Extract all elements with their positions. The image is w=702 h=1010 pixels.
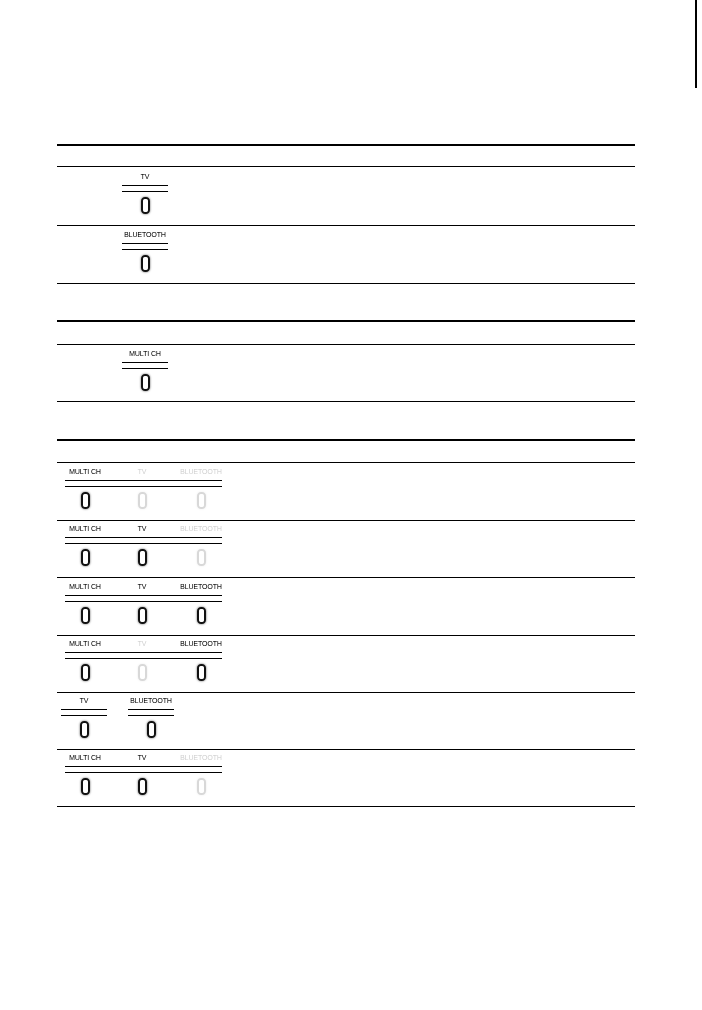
lamp-icon	[81, 549, 90, 566]
lamp-icon	[197, 492, 206, 509]
lamp-icon	[81, 492, 90, 509]
lamp-icon	[81, 778, 90, 795]
bluetooth-indicator-lamp	[141, 255, 150, 272]
table-row-rule	[57, 635, 635, 636]
table-row-rule	[57, 520, 635, 521]
lamp-icon	[81, 607, 90, 624]
lamp-icon	[197, 607, 206, 624]
bluetooth-indicator: BLUETOOTH	[178, 584, 224, 644]
multi-ch-indicator: MULTI CH	[62, 526, 108, 586]
tv-indicator: TV	[119, 755, 165, 815]
lamp-icon	[197, 778, 206, 795]
bluetooth-indicator: BLUETOOTH	[178, 469, 224, 529]
table-top-rule	[57, 320, 635, 322]
bluetooth-indicator: BLUETOOTH	[178, 526, 224, 586]
lamp-icon	[147, 721, 156, 738]
lamp-icon	[138, 549, 147, 566]
table-header-rule	[57, 166, 635, 167]
tv-indicator-lamp	[141, 197, 150, 214]
table-bottom-rule	[57, 283, 635, 284]
table-row	[122, 351, 168, 411]
table-row-rule	[57, 577, 635, 578]
table-row-rule	[57, 692, 635, 693]
lamp-icon	[138, 607, 147, 624]
lamp-icon	[138, 778, 147, 795]
tv-indicator: TV	[119, 469, 165, 529]
multi-ch-indicator: MULTI CH	[62, 584, 108, 644]
tv-indicator: TV	[119, 584, 165, 644]
table-bottom-rule	[57, 401, 635, 402]
bluetooth-indicator: BLUETOOTH	[178, 755, 224, 815]
table-top-rule	[57, 144, 635, 146]
multi-ch-indicator-label: MULTI CH	[129, 351, 161, 358]
bluetooth-indicator-label: BLUETOOTH	[124, 232, 166, 239]
table-header-rule	[57, 462, 635, 463]
tv-indicator: TV	[119, 526, 165, 586]
table-row-rule	[57, 749, 635, 750]
lamp-icon	[138, 664, 147, 681]
table-top-rule	[57, 439, 635, 441]
lamp-icon	[81, 664, 90, 681]
multi-ch-indicator-lamp	[141, 374, 150, 391]
tv-indicator: TV	[119, 641, 165, 701]
lamp-icon	[138, 492, 147, 509]
bluetooth-indicator: BLUETOOTH	[178, 641, 224, 701]
lamp-icon	[197, 664, 206, 681]
tv-indicator-label: TV	[140, 174, 150, 181]
table-row-rule	[57, 225, 635, 226]
tv-indicator: TV	[61, 698, 107, 758]
multi-ch-indicator: MULTI CH	[62, 755, 108, 815]
bluetooth-indicator: BLUETOOTH	[128, 698, 174, 758]
lamp-icon	[80, 721, 89, 738]
multi-ch-indicator: MULTI CH	[62, 641, 108, 701]
page-edge-bar	[695, 0, 697, 88]
multi-ch-indicator: MULTI CH	[62, 469, 108, 529]
table-header-rule	[57, 344, 635, 345]
table-bottom-rule	[57, 806, 635, 807]
lamp-icon	[197, 549, 206, 566]
